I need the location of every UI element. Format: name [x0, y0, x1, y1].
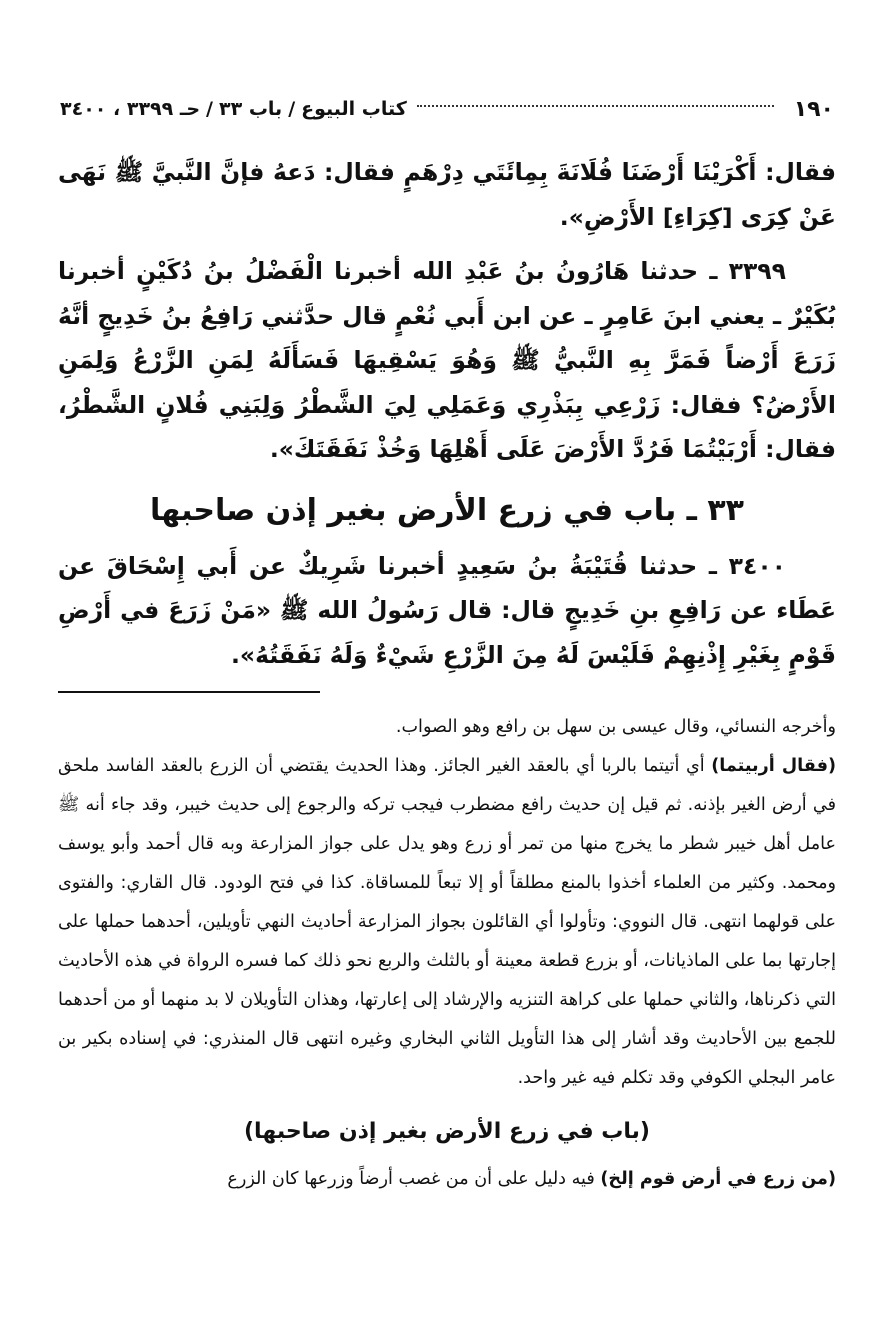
- header-title: [60, 98, 407, 120]
- header-separator: /: [288, 98, 296, 120]
- header-separator: /: [206, 98, 213, 120]
- hadith-3400: [58, 544, 836, 678]
- footnote-divider: [58, 691, 320, 693]
- header-hadith-range: حـ ٣٣٩٩ ، ٣٤٠٠: [60, 98, 201, 120]
- main-text: [58, 150, 836, 677]
- chapter-heading: ٣٣ ـ باب في زرع الأرض بغير إذن صاحبها: [150, 492, 744, 528]
- running-header: [60, 92, 834, 126]
- hadith-3399: [58, 249, 836, 472]
- commentary-text: أي أتيتما بالربا أي بالعقد الغير الجائز. وهذا الحديث يقتضي أن الزرع بالعقد الفاسد ملحق في أرض الغير بإذنه. ثم قيل إن حديث رافع مضطرب فيجب تركه والرجوع إلى حديث خيبر، وقد جاء أنه ﷺ عامل أهل خيبر شطر ما يخرج منها من تمر أو زرع وهو يدل على جواز المزارعة وبه قال أحمد وأبو يوسف ومحمد. وكثير من العلماء أخذوا بالمنع مطلقاً أو إلا تبعاً للمساقاة. كذا في فتح الودود. قال القاري: والفتوى على قولهما انتهى. قال النووي: وتأولوا أي القائلون بجواز المزارعة أحاديث النهي تأويلين، أحدهما حملها على إجارتها بما على الماذيانات، أو بزرع قطعة معينة أو بالثلث والربع نحو ذلك كما فسره الرواة في هذه الأحاديث التي ذكرناها، والثاني حملها على كراهة التنزيه والإرشاد إلى إعارتها، وهذان التأويلان لا بد منهما أو من أحدهما للجمع بين الأحاديث وقد أشار إلى هذا التأويل الثاني البخاري وغيره انتهى قال المنذري: في إسناده بكير بن عامر البجلي الكوفي وقد تكلم فيه غير واحد.: [58, 756, 836, 1088]
- commentary-sub-heading: (باب في زرع الأرض بغير إذن صاحبها): [244, 1119, 650, 1144]
- commentary-lemma: (فقال أربيتما): [711, 756, 837, 776]
- page-number: ١٩٠: [793, 96, 834, 122]
- hadith-number-3400: ٣٤٠٠ ـ: [708, 551, 787, 580]
- commentary-paragraph-2: [58, 747, 836, 1098]
- commentary-text: فيه دليل على أن من غصب أرضاً وزرعها كان الزرع: [227, 1169, 595, 1189]
- header-book: كتاب البيوع: [301, 98, 407, 120]
- commentary-paragraph-3: [58, 1160, 836, 1199]
- commentary-lemma: (من زرع في أرض قوم إلخ): [600, 1169, 836, 1189]
- header-chapter: باب ٣٣: [219, 98, 283, 120]
- commentary: [58, 708, 836, 1199]
- commentary-paragraph-1: وأخرجه النسائي، وقال عيسى بن سهل بن رافع وهو الصواب.: [395, 717, 836, 737]
- header-dotted-leader: [417, 105, 774, 107]
- main-paragraph-1: فقال: أَكْرَيْنَا أَرْضَنَا فُلَانَةَ بِمِائَتَي دِرْهَمٍ فقال: دَعهُ فإنَّ النَّبيَّ ﷺ نَهَى عَنْ كِرَى [كِرَاءِ] الأَرْضِ».: [58, 158, 836, 231]
- hadith-text-3399: حدثنا هَارُونُ بنُ عَبْدِ الله أخبرنا الْفَضْلُ بنُ دُكَيْنٍ أخبرنا بُكَيْرٌ ـ يعني ابنَ عَامِرٍ ـ عن ابن أَبي نُعْمٍ قال حدَّثني رَافِعُ بنُ خَدِيجٍ أنَّهُ زَرَعَ أَرْضاً فَمَرَّ بِهِ النَّبيُّ ﷺ وَهُوَ يَسْقِيهَا فَسَأَلَهُ لِمَنِ الزَّرْعُ وَلِمَنِ الأَرْضُ؟ فقال: زَرْعِي بِبَذْرِي وَعَمَلِي لِيَ الشَّطْرُ وَلِبَنِي فُلانٍ الشَّطْرُ، فقال: أَرْبَيْتُمَا فَرُدَّ الأَرْضَ عَلَى أَهْلِهَا وَخُذْ نَفَقَتَكَ».: [58, 257, 836, 463]
- hadith-text-3400: حدثنا قُتَيْبَةُ بنُ سَعِيدٍ أخبرنا شَرِيكٌ عن أَبي إِسْحَاقَ عن عَطَاء عن رَافِعِ بنِ خَدِيجٍ قال: قال رَسُولُ الله ﷺ «مَنْ زَرَعَ في أَرْضِ قَوْمٍ بِغَيْرِ إِذْنِهِمْ فَلَيْسَ لَهُ مِنَ الزَّرْعِ شَيْءٌ وَلَهُ نَفَقَتُهُ».: [58, 551, 836, 669]
- hadith-number-3399: ٣٣٩٩ ـ: [709, 257, 786, 285]
